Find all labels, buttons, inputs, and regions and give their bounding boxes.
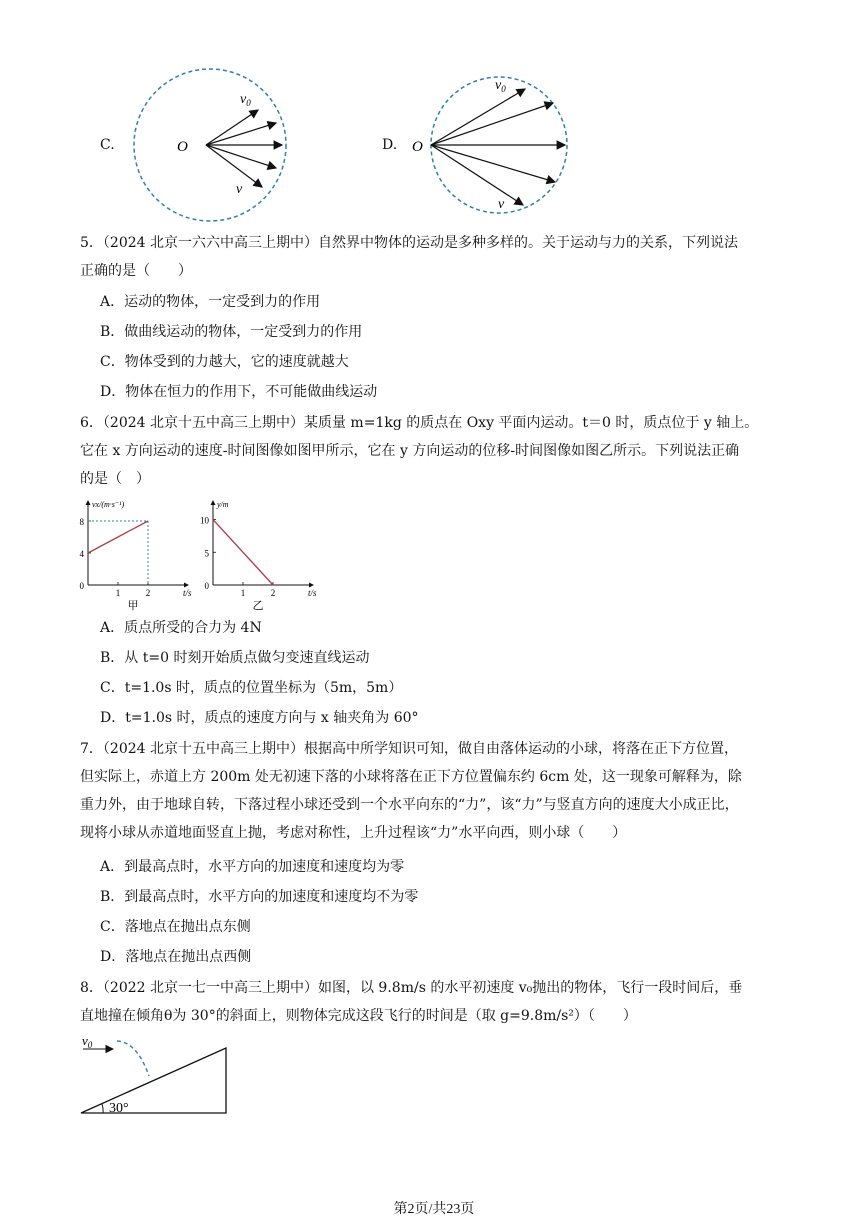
y-tick-label: 8	[79, 517, 84, 527]
x-axis-label: t/s	[308, 588, 317, 598]
figure-caption: 甲	[127, 600, 139, 612]
trajectory	[117, 1041, 149, 1076]
q5-option-a[interactable]: A．运动的物体，一定受到力的作用	[100, 294, 321, 310]
q7-stem-3: 重力外，由于地球自转，下落过程小球还受到一个水平向东的“力”，该“力”与竖直方向的速度大小成正比，	[80, 797, 739, 813]
v-label: v	[498, 197, 505, 212]
series-line	[213, 520, 273, 585]
y-tick-label: 4	[79, 549, 84, 559]
incline-diagram	[75, 1030, 245, 1120]
x-tick-label: 2	[145, 588, 151, 598]
y-tick-label: 5	[204, 548, 209, 559]
q6-option-c[interactable]: C．t=1.0s 时，质点的位置坐标为（5m，5m）	[100, 680, 403, 696]
option-d-diagram	[405, 65, 575, 225]
q7-option-b[interactable]: B．到最高点时，水平方向的加速度和速度均不为零	[100, 889, 419, 905]
option-c-diagram	[130, 65, 290, 225]
origin-label: O	[177, 139, 188, 155]
q6-option-d[interactable]: D．t=1.0s 时，质点的速度方向与 x 轴夹角为 60°	[100, 710, 419, 726]
y-axis-label: y/m	[217, 500, 229, 509]
q5-option-b[interactable]: B．做曲线运动的物体，一定受到力的作用	[100, 324, 363, 340]
q5-option-c[interactable]: C．物体受到的力越大，它的速度就越大	[100, 354, 349, 370]
q6-stem-1: 6．（2024 北京十五中高三上期中）某质量 m=1kg 的质点在 Oxy 平面内运动。t＝0 时，质点位于 y 轴上。	[80, 415, 759, 431]
x-axis-label: t/s	[183, 588, 192, 598]
q8-stem-2: 直地撞在倾角θ为 30°的斜面上，则物体完成这段飞行的时间是（取 g=9.8m/s²）（ ）	[80, 1008, 637, 1024]
figure-caption: 乙	[252, 600, 264, 612]
q7-option-a[interactable]: A．到最高点时，水平方向的加速度和速度均为零	[100, 859, 405, 875]
y-tick-label: 0	[79, 581, 84, 591]
q7-option-c[interactable]: C．落地点在抛出点东侧	[100, 919, 251, 935]
graph-yi	[195, 500, 315, 615]
option-c-label: C.	[100, 137, 115, 153]
q7-option-d[interactable]: D．落地点在抛出点西侧	[100, 949, 252, 965]
v0-label: $v_0$	[495, 78, 506, 94]
y-tick-label: 10	[200, 515, 209, 526]
angle-arc	[102, 1104, 103, 1113]
angle-label: 30°	[109, 1101, 129, 1116]
q7-stem-1: 7．（2024 北京十五中高三上期中）根据高中所学知识可知，做自由落体运动的小球，将落在正下方位置，	[80, 741, 738, 757]
series-line	[88, 521, 148, 553]
y-axis-label: vx/(m·s⁻¹)	[92, 500, 125, 509]
page-number: 第2页/共23页	[393, 1202, 475, 1217]
x-tick-label: 1	[115, 588, 121, 598]
q8-stem-1: 8．（2022 北京一七一中高三上期中）如图，以 9.8m/s 的水平初速度 v₀抛出的物体，飞行一段时间后，垂	[80, 980, 743, 996]
incline	[81, 1048, 226, 1113]
q6-option-a[interactable]: A．质点所受的合力为 4N	[100, 620, 262, 636]
v0-label: $v_0$	[82, 1033, 93, 1050]
q6-option-b[interactable]: B．从 t=0 时刻开始质点做匀变速直线运动	[100, 650, 370, 666]
x-tick-label: 2	[270, 588, 276, 598]
q7-stem-4: 现将小球从赤道地面竖直上抛，考虑对称性，上升过程该“力”水平向西，则小球（ ）	[80, 825, 627, 841]
q5-option-d[interactable]: D．物体在恒力的作用下，不可能做曲线运动	[100, 384, 378, 400]
q6-stem-2: 它在 x 方向运动的速度-时间图像如图甲所示，它在 y 方向运动的位移-时间图像如图乙所示。下列说法正确	[80, 443, 740, 459]
q7-stem-2: 但实际上，赤道上方 200m 处无初速下落的小球将落在正下方位置偏东约 6cm 处，这一现象可解释为，除	[80, 769, 742, 785]
v-label: v	[236, 182, 243, 197]
y-tick-label: 0	[204, 581, 209, 591]
graph-jia	[70, 500, 190, 615]
v0-label: $v_0$	[240, 92, 251, 108]
q5-stem-2: 正确的是（ ）	[80, 263, 192, 279]
option-d-label: D.	[382, 137, 398, 153]
x-tick-label: 1	[240, 588, 246, 598]
origin-label: O	[412, 139, 423, 155]
q5-stem-1: 5．（2024 北京一六六中高三上期中）自然界中物体的运动是多种多样的。关于运动与力的关系，下列说法	[80, 235, 738, 251]
q6-stem-3: 的是（ ）	[80, 471, 150, 487]
